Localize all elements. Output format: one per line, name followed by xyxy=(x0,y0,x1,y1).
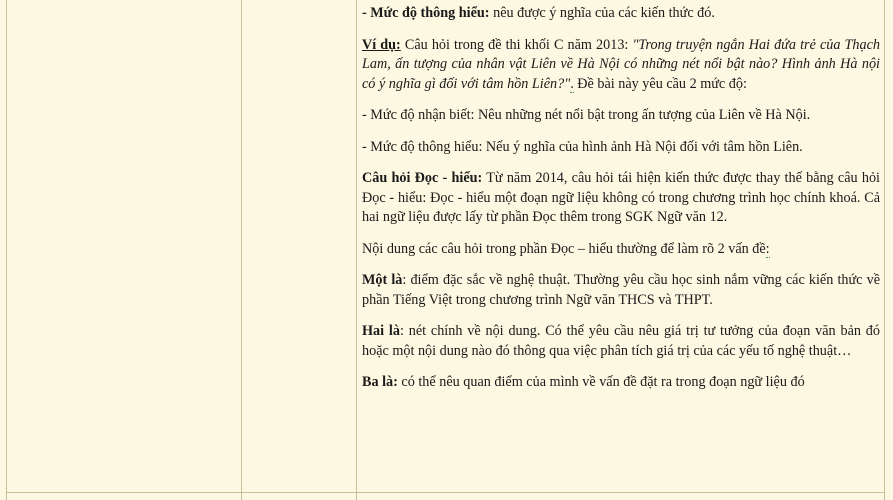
bold-lead: - Mức độ thông hiểu: xyxy=(362,5,490,21)
grammar-mark: : xyxy=(765,240,770,257)
table-row-divider xyxy=(6,492,884,493)
bold-lead: Câu hỏi Đọc - hiểu: xyxy=(362,170,483,186)
paragraph-text: Đề bài này yêu cầu 2 mức độ: xyxy=(573,75,747,92)
paragraph-text: có thể nêu quan điểm của mình về vấn đề đặt ra trong đoạn ngữ liệu đó xyxy=(397,374,805,390)
grammar-mark: . xyxy=(570,75,574,92)
bold-underlined-lead: Ví dụ: xyxy=(362,36,401,53)
paragraph-mot-la xyxy=(362,271,880,310)
paragraph-text: nêu được ý nghĩa của các kiến thức đó. xyxy=(489,5,715,21)
paragraph-ba-la xyxy=(362,373,880,393)
paragraph-thong-hieu xyxy=(362,4,880,24)
table-column-divider xyxy=(241,0,242,500)
table-border-right xyxy=(884,0,885,500)
paragraph-text: Nội dung các câu hỏi trong phần Đọc – hiểu thường để làm rõ 2 vấn đề xyxy=(362,240,766,257)
paragraph-noi-dung xyxy=(362,240,880,260)
table-cell-content[interactable] xyxy=(362,4,880,405)
bold-lead: Hai là xyxy=(362,323,400,339)
paragraph-text: Từ năm 2014, câu hỏi tái hiện kiến thức được thay thế bằng câu hỏi Đọc - hiểu: Đọc - hiểu một đoạn ngữ liệu không có trong chương trình học chính khoá. Cả hai ngữ liệu được lấy từ phần Đọc thêm trong SGK Ngữ văn 12. xyxy=(362,170,880,225)
table-border-left xyxy=(6,0,7,500)
paragraph-hai-la xyxy=(362,322,880,361)
bold-lead: Một là xyxy=(362,272,403,288)
exam-question-quote: "Trong truyện ngắn Hai đứa trẻ của Thạch Lam, ấn tượng của nhân vật Liên về Hà Nội có những nét nổi bật nào? Hình ảnh Hà nội có ý nghĩa gì đối với tâm hồn Liên?" xyxy=(362,36,880,92)
paragraph-thong-hieu-example: - Mức độ thông hiểu: Nếu ý nghĩa của hình ảnh Hà Nội đối với tâm hồn Liên. xyxy=(362,138,803,155)
paragraph-text: : điểm đặc sắc về nghệ thuật. Thường yêu cầu học sinh nắm vững các kiến thức về phần Tiếng Việt trong chương trình Ngữ văn THCS và THPT. xyxy=(362,272,880,308)
paragraph-doc-hieu xyxy=(362,169,880,228)
paragraph-vi-du xyxy=(362,36,880,95)
table-column-divider xyxy=(356,0,357,500)
paragraph-nhan-biet: - Mức độ nhận biết: Nêu những nét nổi bật trong ấn tượng của Liên về Hà Nội. xyxy=(362,107,811,123)
paragraph-text: : nét chính về nội dung. Có thể yêu cầu nêu giá trị tư tưởng của đoạn văn bản đó hoặc một nội dung nào đó thông qua việc phân tích giá trị của các yếu tố nghệ thuật… xyxy=(362,323,880,359)
bold-lead: Ba là: xyxy=(362,374,398,390)
paragraph-text: Câu hỏi trong đề thi khối C năm 2013: xyxy=(400,36,633,53)
